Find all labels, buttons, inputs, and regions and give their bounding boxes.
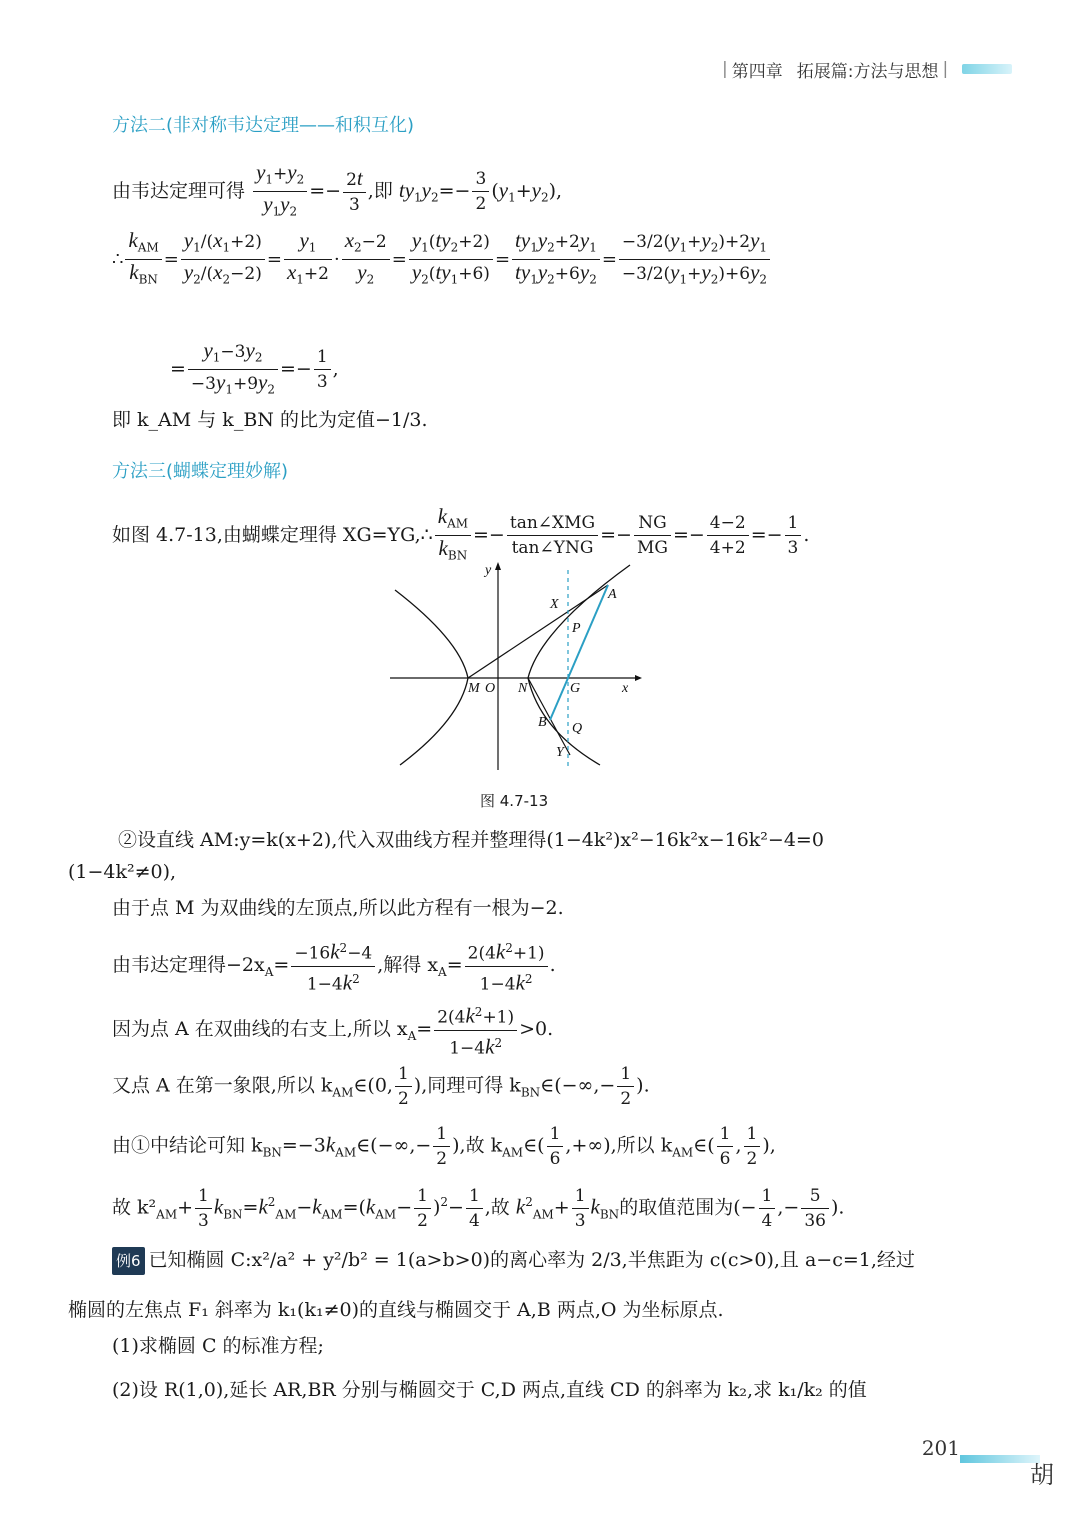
header-accent-bar [962, 64, 1012, 74]
label-B: B [538, 715, 547, 730]
part2-line6: 由①中结论可知 $k_{BN}=-3k_{AM}\in(-\infty,-$ $\frac{1}{2}$ ),故 $k_{AM}\in$( $\frac{1}{6}$ ,+∞),所以 $k_{AM}\in$( $\frac{1}{6}$ , $\frac{1}{2}$ ), [112, 1124, 776, 1169]
part2-line4: 因为点 A 在双曲线的右支上,所以 $x_A=$ $\frac{2(4k^2+1)}{1-4k^2}$ >0. [112, 1000, 1000, 1060]
method2-vieta-line: 由韦达定理可得 $\frac{y_1+y_2}{y_1y_2}$ =− $\frac{2t}{3}$ ,即 $ty_1y_2=-$ $\frac{3}{2}$ $(y_1+y_2)$, [112, 160, 563, 219]
part2-line3: 由韦达定理得$-2x_A=$ $\frac{-16k^2-4}{1-4k^2}$ ,解得 $x_A=$ $\frac{2(4k^2+1)}{1-4k^2}$ . [112, 936, 1000, 996]
label-x: x [622, 681, 629, 696]
example6-line2: 椭圆的左焦点 F₁ 斜率为 k₁(k₁≠0)的直线与椭圆交于 A,B 两点,O 为坐标原点. [68, 1299, 724, 1321]
label-X: X [550, 597, 559, 612]
label-A: A [608, 587, 617, 602]
example-label: 例6 [112, 1247, 145, 1275]
x-axis-arrow [635, 675, 642, 681]
watermark: 胡 [1030, 1461, 1056, 1489]
part2-line2: 由于点 M 为双曲线的左顶点,所以此方程有一根为−2. [112, 897, 564, 919]
method3-text: 如图 4.7-13,由蝴蝶定理得 XG=YG,∴ $\frac{k_{AM}}{k_{BN}}$ =− $\frac{\text{tan∠XMG}}{\text{tan∠YNG}}$ =− $\frac{NG}{MG}$ =− $\frac{4-2}{4+2}$ =− $\frac{1}{3}$ . [112, 504, 810, 563]
method2-result-line: = $\frac{y_1-3y_2}{-3y_1+9y_2}$ =− $\frac{1}{3}$ , [170, 338, 339, 397]
part2-line1b: (1−4k²≠0), [68, 861, 177, 883]
label-y: y [485, 563, 492, 578]
label-Y: Y [556, 745, 564, 760]
example6-question2: (2)设 R(1,0),延长 AR,BR 分别与椭圆交于 C,D 两点,直线 CD 的斜率为 k₂,求 k₁/k₂ 的值 [112, 1379, 867, 1401]
chapter-label: 第四章 [731, 61, 783, 82]
figure-caption: 图 4.7-13 [480, 792, 549, 810]
label-G: G [570, 681, 581, 696]
example6-line1: 例6 已知椭圆 C:x²/a² + y²/b² = 1(a>b>0)的离心率为 2/3,半焦距为 c(c>0),且 a−c=1,经过 [112, 1246, 1000, 1275]
method2-conclusion: 即 k_AM 与 k_BN 的比为定值−1/3. [112, 409, 428, 431]
label-Q: Q [572, 721, 583, 736]
y-axis-arrow [495, 562, 501, 570]
page-number: 201 [921, 1436, 960, 1460]
page-header: | 第四章 拓展篇:方法与思想 | [718, 56, 1020, 82]
section-label: 拓展篇:方法与思想 [796, 61, 939, 82]
footer-accent-bar [960, 1455, 1040, 1463]
method3-title: 方法三(蝴蝶定理妙解) [112, 461, 289, 482]
label-N: N [518, 681, 528, 696]
line-ab [550, 585, 608, 720]
part2-line5: 又点 A 在第一象限,所以 $k_{AM}\in(0$, $\frac{1}{2}$ ),同理可得 $k_{BN}\in(-\infty,-$ $\frac{1}{2}$ ). [112, 1064, 650, 1109]
part2-line7: 故 $k^2_{AM}+$ $\frac{1}{3}$ $k_{BN}=k^2_{AM}-k_{AM}=(k_{AM}-$ $\frac{1}{2}$ )$^2$− $\frac{1}{4}$ ,故 $k^2_{AM}+$ $\frac{1}{3}$ $k_{BN}$的取值范围为(− $\frac{1}{4}$ ,− $\frac{5}{36}$ ). [112, 1186, 845, 1231]
method2-title: 方法二(非对称韦达定理——和积互化) [112, 115, 415, 136]
example6-question1: (1)求椭圆 C 的标准方程; [112, 1335, 324, 1357]
label-O: O [485, 681, 496, 696]
hyperbola-figure [390, 560, 650, 775]
label-M: M [468, 681, 480, 696]
label-P: P [572, 621, 581, 636]
method2-ratio-derivation: ∴ $\frac{k_{AM}}{k_{BN}}$ = $\frac{y_1/(x_1+2)}{y_2/(x_2-2)}$ = $\frac{y_1}{x_1+2}$ · $\frac{x_2-2}{y_2}$ = $\frac{y_1(ty_2+2)}{y_2(ty_1+6)}$ = $\frac{ty_1y_2+2y_1}{ty_1y_2+6y_2}$ = $\frac{-3/2(y_1+y_2)+2y_1}{-3/2(y_1+y_2)+6y_2}$ [112, 228, 1000, 292]
part2-line1: ②设直线 AM:y=k(x+2),代入双曲线方程并整理得(1−4k²)x²−16k²x−16k²−4=0 [118, 829, 824, 851]
